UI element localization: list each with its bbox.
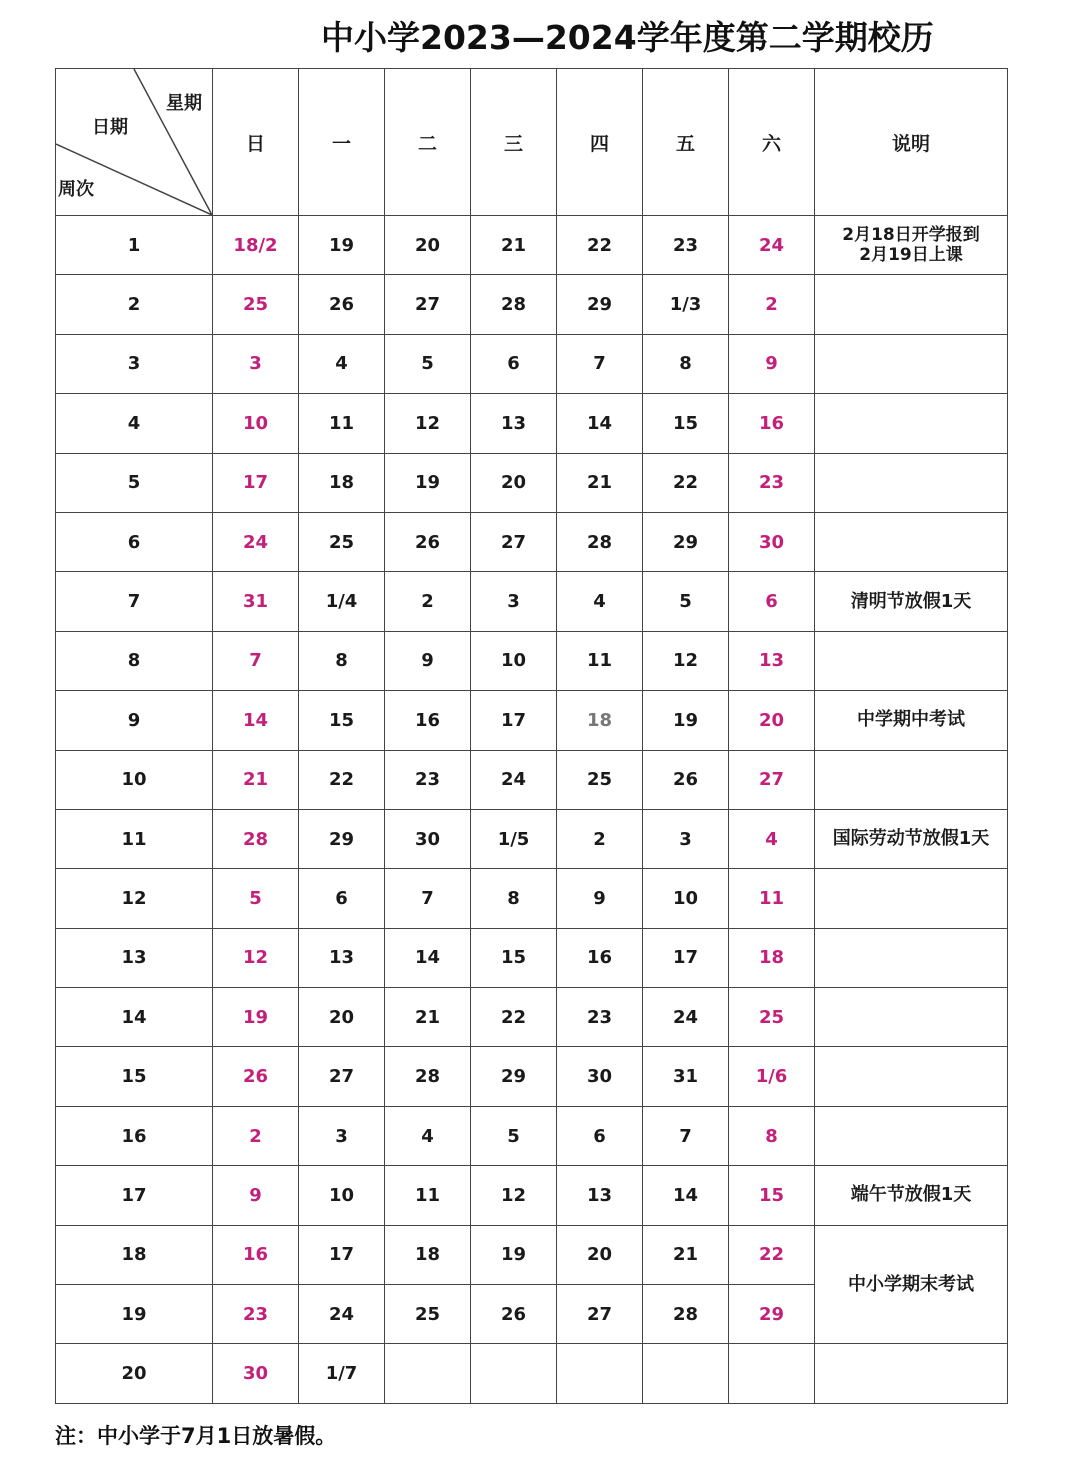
- date-cell: 22: [729, 1225, 815, 1284]
- date-cell: 29: [557, 275, 643, 334]
- date-cell: 5: [471, 1106, 557, 1165]
- table-row: [56, 572, 1008, 631]
- notes-header: 说明: [815, 69, 1008, 216]
- note-cell: [815, 1344, 1008, 1403]
- date-cell: 26: [471, 1285, 557, 1344]
- note-text: 2月19日上课: [859, 245, 963, 266]
- date-cell: 21: [385, 988, 471, 1047]
- date-cell: 26: [385, 512, 471, 571]
- date-cell: 11: [385, 1166, 471, 1225]
- date-cell: 8: [643, 334, 729, 393]
- date-cell: 19: [299, 216, 385, 275]
- week-number: 16: [56, 1106, 213, 1165]
- date-cell: 6: [471, 334, 557, 393]
- date-cell: 10: [213, 394, 299, 453]
- week-number: 12: [56, 869, 213, 928]
- date-cell: 6: [299, 869, 385, 928]
- date-cell: 13: [557, 1166, 643, 1225]
- date-cell: 29: [471, 1047, 557, 1106]
- date-cell: 27: [299, 1047, 385, 1106]
- date-cell: [729, 1344, 815, 1403]
- date-cell: 16: [729, 394, 815, 453]
- date-cell: 9: [557, 869, 643, 928]
- date-cell: 7: [385, 869, 471, 928]
- week-number: 13: [56, 928, 213, 987]
- date-cell: 31: [213, 572, 299, 631]
- date-cell: 17: [299, 1225, 385, 1284]
- date-cell: 8: [299, 631, 385, 690]
- date-cell: 31: [643, 1047, 729, 1106]
- date-cell: 24: [299, 1285, 385, 1344]
- date-cell: 26: [643, 750, 729, 809]
- date-cell: 16: [213, 1225, 299, 1284]
- date-cell: 13: [299, 928, 385, 987]
- date-cell: 29: [299, 809, 385, 868]
- date-cell: 11: [299, 394, 385, 453]
- note-cell: [815, 1106, 1008, 1165]
- date-cell: 7: [557, 334, 643, 393]
- date-cell: 28: [385, 1047, 471, 1106]
- date-cell: 30: [729, 512, 815, 571]
- date-cell: 14: [557, 394, 643, 453]
- week-number: 6: [56, 512, 213, 571]
- date-cell: 20: [385, 216, 471, 275]
- note-cell: [815, 988, 1008, 1047]
- day-header-sun: 日: [213, 69, 299, 216]
- note-cell: [815, 572, 1008, 631]
- date-cell: 15: [299, 691, 385, 750]
- date-cell: 19: [471, 1225, 557, 1284]
- table-row: [56, 216, 1008, 275]
- week-number: 9: [56, 691, 213, 750]
- date-cell: 25: [385, 1285, 471, 1344]
- note-text: 2月18日开学报到: [842, 225, 980, 246]
- note-cell: [815, 453, 1008, 512]
- date-cell: 29: [729, 1285, 815, 1344]
- date-cell: 24: [213, 512, 299, 571]
- date-cell: 25: [729, 988, 815, 1047]
- date-cell: 23: [729, 453, 815, 512]
- note-cell: [815, 1166, 1008, 1225]
- date-cell: 25: [557, 750, 643, 809]
- date-cell: 23: [557, 988, 643, 1047]
- date-cell: 29: [643, 512, 729, 571]
- date-cell: 15: [471, 928, 557, 987]
- date-cell: 28: [213, 809, 299, 868]
- date-cell: 6: [557, 1106, 643, 1165]
- date-cell: 9: [213, 1166, 299, 1225]
- day-header-thu: 四: [557, 69, 643, 216]
- date-cell: 1/3: [643, 275, 729, 334]
- date-cell: 1/6: [729, 1047, 815, 1106]
- week-number: 19: [56, 1285, 213, 1344]
- week-number: 8: [56, 631, 213, 690]
- date-cell: 17: [213, 453, 299, 512]
- table-row: [56, 1344, 1008, 1403]
- note-cell: [815, 631, 1008, 690]
- date-cell: 13: [471, 394, 557, 453]
- corner-cycle-label: 周次: [58, 179, 94, 200]
- table-row: [56, 1225, 1008, 1284]
- week-number: 5: [56, 453, 213, 512]
- table-row: [56, 453, 1008, 512]
- date-cell: 5: [213, 869, 299, 928]
- note-cell: [815, 1047, 1008, 1106]
- date-cell: 19: [643, 691, 729, 750]
- week-number: 10: [56, 750, 213, 809]
- date-cell: 9: [385, 631, 471, 690]
- date-cell: [557, 1344, 643, 1403]
- table-row: [56, 512, 1008, 571]
- date-cell: 12: [643, 631, 729, 690]
- date-cell: 1/7: [299, 1344, 385, 1403]
- week-number: 14: [56, 988, 213, 1047]
- date-cell: 12: [385, 394, 471, 453]
- table-row: [56, 928, 1008, 987]
- date-cell: 2: [729, 275, 815, 334]
- date-cell: [385, 1344, 471, 1403]
- date-cell: 27: [729, 750, 815, 809]
- date-cell: 12: [213, 928, 299, 987]
- note-cell: [815, 809, 1008, 868]
- date-cell: 1/5: [471, 809, 557, 868]
- table-row: [56, 1047, 1008, 1106]
- date-cell: 9: [729, 334, 815, 393]
- date-cell: 3: [299, 1106, 385, 1165]
- date-cell: 10: [299, 1166, 385, 1225]
- date-cell: 4: [385, 1106, 471, 1165]
- day-header-mon: 一: [299, 69, 385, 216]
- corner-week-label: 星期: [166, 93, 202, 114]
- date-cell: 21: [471, 216, 557, 275]
- table-row: [56, 334, 1008, 393]
- date-cell: [643, 1344, 729, 1403]
- table-row: [56, 394, 1008, 453]
- date-cell: 2: [213, 1106, 299, 1165]
- date-cell: 22: [471, 988, 557, 1047]
- date-cell: 2: [385, 572, 471, 631]
- date-cell: 26: [299, 275, 385, 334]
- page-title: 中小学2023—2024学年度第二学期校历: [321, 18, 934, 57]
- date-cell: 11: [557, 631, 643, 690]
- date-cell: 20: [299, 988, 385, 1047]
- date-cell: 27: [385, 275, 471, 334]
- title-area: [0, 0, 1080, 66]
- date-cell: 24: [729, 216, 815, 275]
- date-cell: 8: [471, 869, 557, 928]
- date-cell: 7: [213, 631, 299, 690]
- note-text: 中小学期末考试: [848, 1273, 974, 1295]
- date-cell: 17: [643, 928, 729, 987]
- date-cell: 10: [471, 631, 557, 690]
- date-cell: 19: [385, 453, 471, 512]
- date-cell: 3: [213, 334, 299, 393]
- date-cell: 4: [299, 334, 385, 393]
- note-cell: [815, 869, 1008, 928]
- date-cell: 5: [643, 572, 729, 631]
- date-cell: 15: [729, 1166, 815, 1225]
- day-header-fri: 五: [643, 69, 729, 216]
- calendar-body: [56, 216, 1008, 1404]
- date-cell: 28: [471, 275, 557, 334]
- corner-cell: [56, 69, 213, 216]
- date-cell: 26: [213, 1047, 299, 1106]
- date-cell: 14: [385, 928, 471, 987]
- date-cell: 30: [385, 809, 471, 868]
- date-cell: 22: [557, 216, 643, 275]
- table-row: [56, 691, 1008, 750]
- date-cell: 18: [557, 691, 643, 750]
- date-cell: 22: [643, 453, 729, 512]
- date-cell: 28: [557, 512, 643, 571]
- table-row: [56, 988, 1008, 1047]
- date-cell: 18: [729, 928, 815, 987]
- date-cell: 18: [385, 1225, 471, 1284]
- date-cell: 10: [643, 869, 729, 928]
- table-row: [56, 275, 1008, 334]
- date-cell: 24: [643, 988, 729, 1047]
- date-cell: 21: [643, 1225, 729, 1284]
- date-cell: 23: [385, 750, 471, 809]
- date-cell: 13: [729, 631, 815, 690]
- school-calendar-table: [55, 68, 1008, 1404]
- note-text: 国际劳动节放假1天: [832, 828, 990, 850]
- date-cell: 21: [557, 453, 643, 512]
- date-cell: 7: [643, 1106, 729, 1165]
- corner-date-label: 日期: [92, 117, 128, 138]
- date-cell: 22: [299, 750, 385, 809]
- date-cell: 6: [729, 572, 815, 631]
- note-text: 清明节放假1天: [850, 590, 972, 612]
- table-row: [56, 1106, 1008, 1165]
- week-number: 3: [56, 334, 213, 393]
- week-number: 4: [56, 394, 213, 453]
- date-cell: 28: [643, 1285, 729, 1344]
- note-cell: [815, 1225, 1008, 1344]
- week-number: 15: [56, 1047, 213, 1106]
- date-cell: 21: [213, 750, 299, 809]
- week-number: 18: [56, 1225, 213, 1284]
- date-cell: 3: [471, 572, 557, 631]
- date-cell: 23: [213, 1285, 299, 1344]
- date-cell: 18: [299, 453, 385, 512]
- note-cell: [815, 512, 1008, 571]
- date-cell: 16: [385, 691, 471, 750]
- note-cell: [815, 216, 1008, 275]
- date-cell: 25: [299, 512, 385, 571]
- note-text: 端午节放假1天: [850, 1184, 972, 1206]
- note-text: 中学期中考试: [857, 709, 965, 731]
- table-row: [56, 631, 1008, 690]
- date-cell: 23: [643, 216, 729, 275]
- date-cell: 20: [729, 691, 815, 750]
- date-cell: 12: [471, 1166, 557, 1225]
- day-header-sat: 六: [729, 69, 815, 216]
- date-cell: 4: [729, 809, 815, 868]
- date-cell: 3: [643, 809, 729, 868]
- date-cell: 14: [213, 691, 299, 750]
- note-cell: [815, 750, 1008, 809]
- header-row: [56, 69, 1008, 216]
- date-cell: 30: [213, 1344, 299, 1403]
- date-cell: 14: [643, 1166, 729, 1225]
- table-row: [56, 750, 1008, 809]
- day-header-tue: 二: [385, 69, 471, 216]
- note-cell: [815, 334, 1008, 393]
- note-cell: [815, 275, 1008, 334]
- date-cell: 30: [557, 1047, 643, 1106]
- date-cell: 17: [471, 691, 557, 750]
- date-cell: 20: [471, 453, 557, 512]
- date-cell: 5: [385, 334, 471, 393]
- week-number: 11: [56, 809, 213, 868]
- date-cell: 4: [557, 572, 643, 631]
- week-number: 17: [56, 1166, 213, 1225]
- date-cell: 27: [471, 512, 557, 571]
- note-cell: [815, 394, 1008, 453]
- date-cell: [471, 1344, 557, 1403]
- note-cell: [815, 928, 1008, 987]
- date-cell: 1/4: [299, 572, 385, 631]
- date-cell: 15: [643, 394, 729, 453]
- date-cell: 11: [729, 869, 815, 928]
- date-cell: 16: [557, 928, 643, 987]
- date-cell: 8: [729, 1106, 815, 1165]
- date-cell: 2: [557, 809, 643, 868]
- footnote: 注：中小学于7月1日放暑假。: [55, 1424, 337, 1448]
- date-cell: 19: [213, 988, 299, 1047]
- date-cell: 25: [213, 275, 299, 334]
- note-cell: [815, 691, 1008, 750]
- week-number: 20: [56, 1344, 213, 1403]
- date-cell: 24: [471, 750, 557, 809]
- table-row: [56, 869, 1008, 928]
- table-row: [56, 809, 1008, 868]
- date-cell: 18/2: [213, 216, 299, 275]
- week-number: 1: [56, 216, 213, 275]
- date-cell: 20: [557, 1225, 643, 1284]
- week-number: 2: [56, 275, 213, 334]
- table-row: [56, 1166, 1008, 1225]
- week-number: 7: [56, 572, 213, 631]
- day-header-wed: 三: [471, 69, 557, 216]
- date-cell: 27: [557, 1285, 643, 1344]
